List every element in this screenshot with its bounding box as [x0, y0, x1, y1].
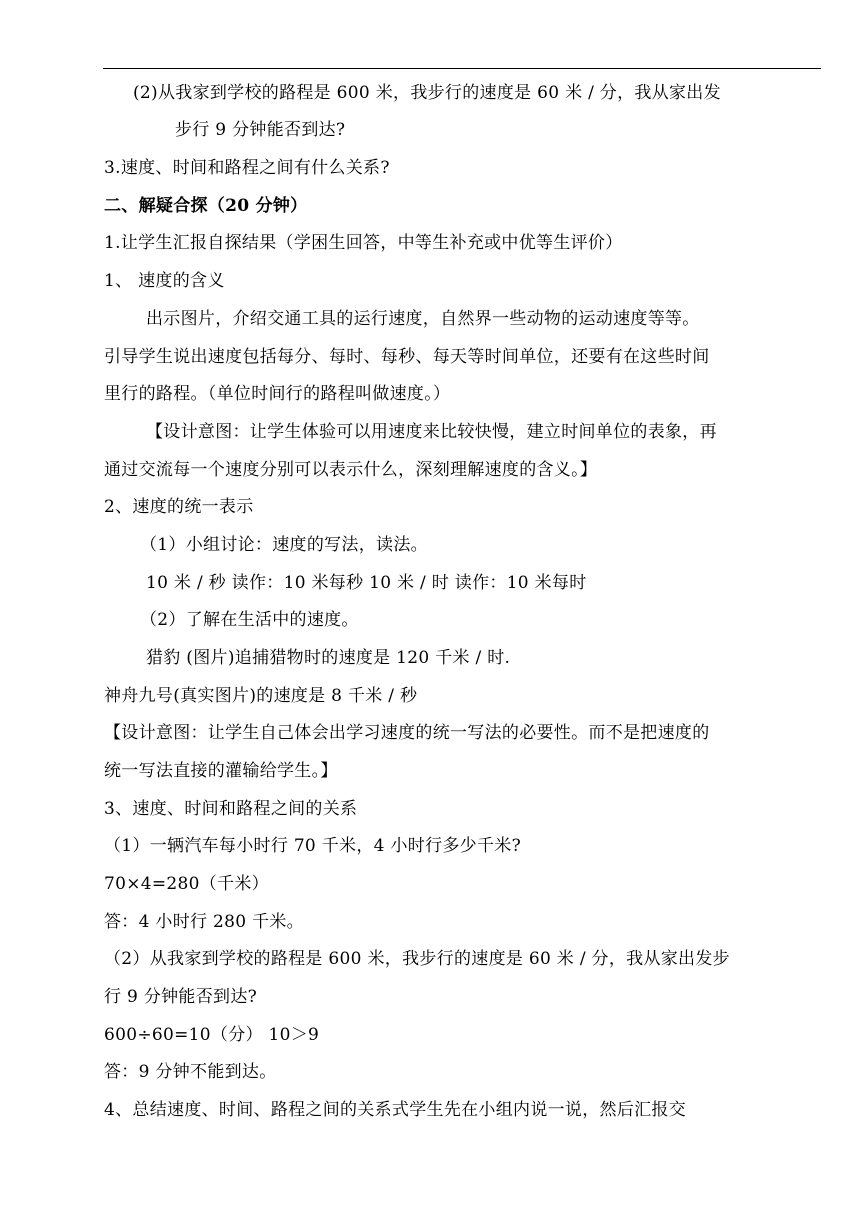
text-line: 答：4 小时行 280 千米。 [104, 912, 304, 932]
subsection-heading: 3、速度、时间和路程之间的关系 [104, 799, 358, 819]
text-line: 里行的路程。（单位时间行的路程叫做速度。） [104, 384, 451, 404]
text-line: 4、总结速度、时间、路程之间的关系式学生先在小组内说一说，然后汇报交 [104, 1100, 687, 1120]
text-line: 3.速度、时间和路程之间有什么关系? [104, 158, 390, 178]
text-line: 10 米 / 秒 读作：10 米每秒 10 米 / 时 读作：10 米每时 [146, 573, 587, 593]
text-line: （1）小组讨论：速度的写法，读法。 [140, 535, 428, 555]
header-rule [103, 68, 821, 69]
text-line: (2)从我家到学校的路程是 600 米，我步行的速度是 60 米 / 分，我从家出发 [133, 83, 721, 103]
design-intent-note: 统一写法直接的灌输给学生。】 [104, 761, 338, 781]
text-line: 70×4=280（千米） [104, 874, 269, 894]
section-heading: 二、解疑合探（20 分钟） [104, 196, 308, 216]
text-line: 神舟九号(真实图片)的速度是 8 千米 / 秒 [104, 686, 418, 706]
design-intent-note: 通过交流每一个速度分别可以表示什么，深刻理解速度的含义。】 [104, 460, 598, 480]
design-intent-note: 【设计意图：让学生自己体会出学习速度的统一写法的必要性。而不是把速度的 [104, 723, 710, 743]
text-line: 出示图片，介绍交通工具的运行速度，自然界一些动物的运动速度等等。 [146, 309, 700, 329]
text-line: （1）一辆汽车每小时行 70 千米，4 小时行多少千米? [104, 836, 521, 856]
design-intent-note: 【设计意图：让学生体验可以用速度来比较快慢，建立时间单位的表象，再 [146, 422, 717, 442]
text-line: 1.让学生汇报自探结果（学困生回答，中等生补充或中优等生评价） [104, 233, 623, 253]
text-line: 猎豹 (图片)追捕猎物时的速度是 120 千米 / 时. [146, 648, 511, 668]
subsection-heading: 2、速度的统一表示 [104, 497, 254, 517]
subsection-heading: 1、 速度的含义 [104, 271, 225, 291]
text-line: 步行 9 分钟能否到达? [175, 120, 346, 140]
text-line: （2）从我家到学校的路程是 600 米，我步行的速度是 60 米 / 分，我从家出发步 [104, 949, 730, 969]
text-line: 答：9 分钟不能到达。 [104, 1062, 277, 1082]
text-line: 600÷60=10（分） 10＞9 [104, 1025, 320, 1045]
text-line: （2）了解在生活中的速度。 [140, 610, 359, 630]
text-line: 行 9 分钟能否到达? [104, 987, 258, 1007]
text-line: 引导学生说出速度包括每分、每时、每秒、每天等时间单位，还要有在这些时间 [104, 347, 710, 367]
